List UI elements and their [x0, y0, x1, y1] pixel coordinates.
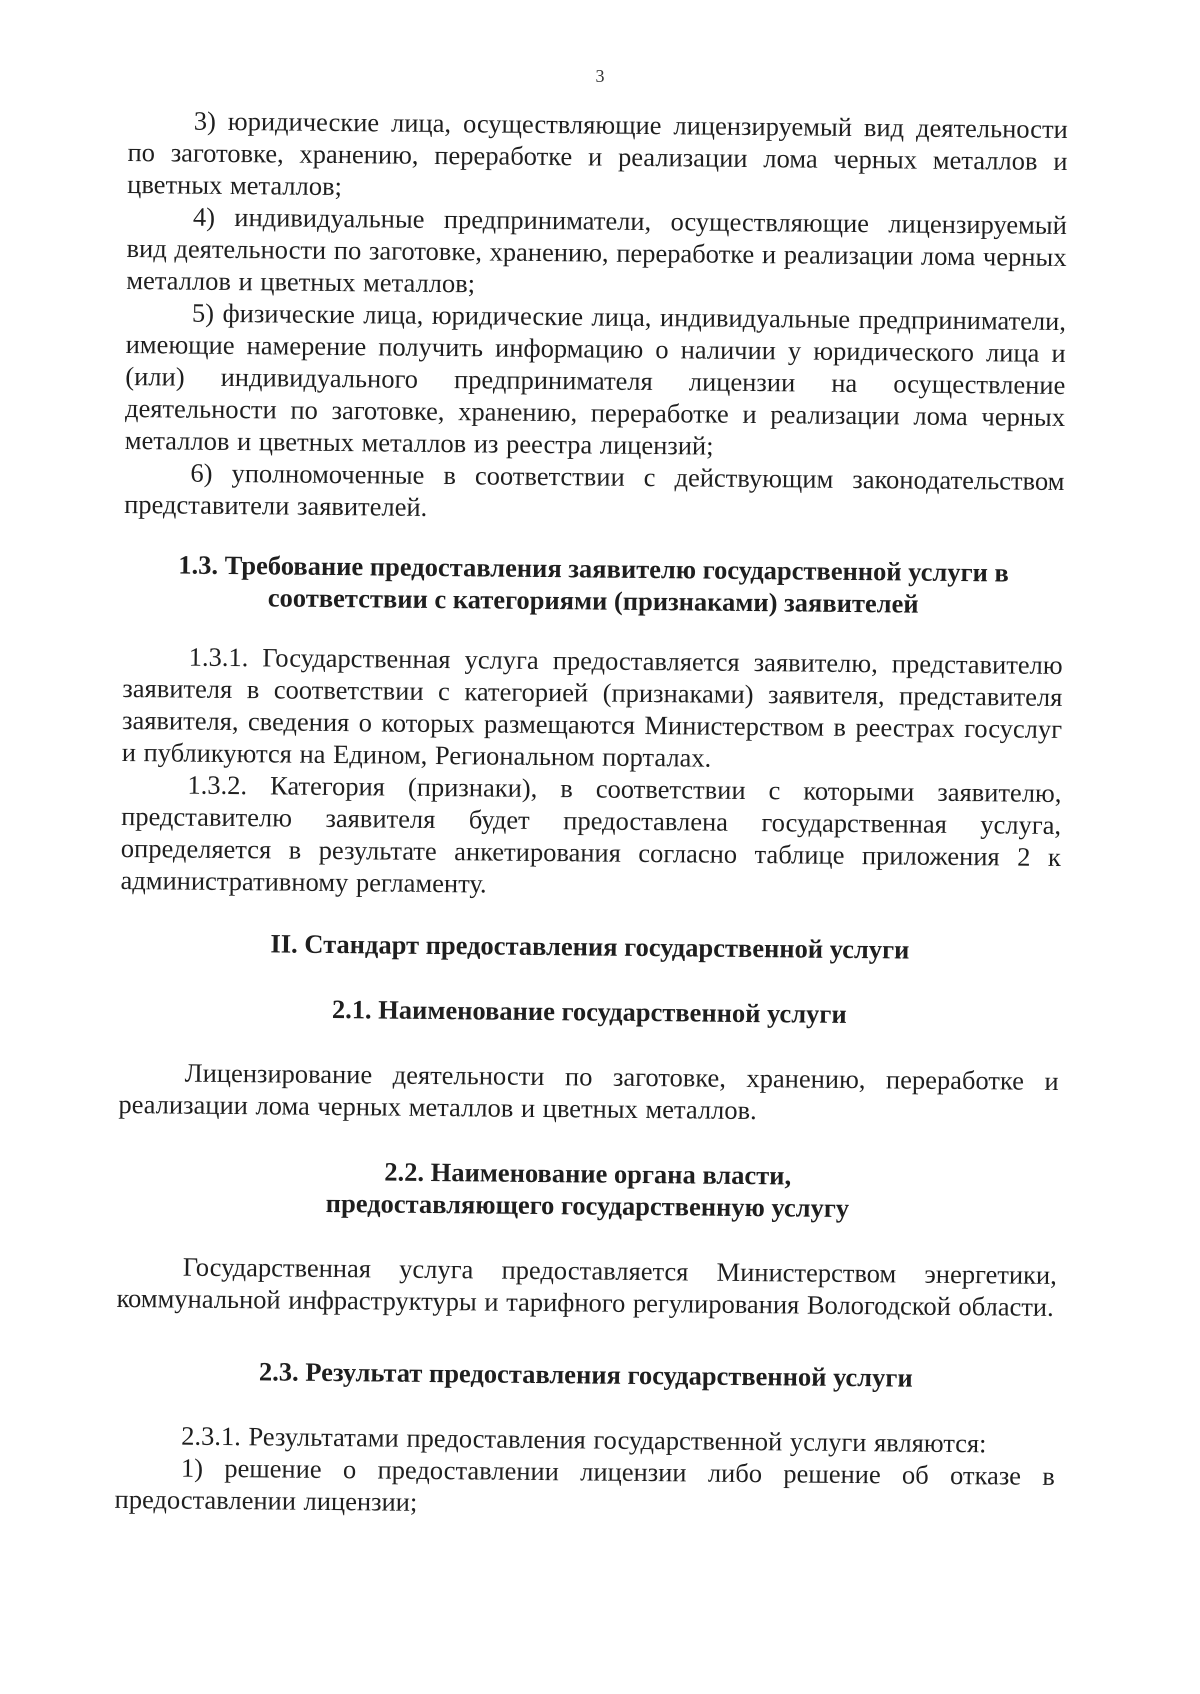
heading-line: соответствии с категориями (признаками) заявителей [267, 582, 919, 619]
page-number: 3 [595, 66, 605, 86]
document-body [114, 104, 1068, 1524]
section-heading-2-1: 2.1. Наименование государственной услуги [331, 993, 847, 1029]
section-heading-2-2 [117, 1153, 1058, 1226]
paragraph-2-2: Государственная услуга предоставляется Министерством энергетики, коммунальной инфраструктуры и тарифного регулирования Вологодской области. [116, 1251, 1057, 1322]
paragraph-2-3-1: 2.3.1. Результатами предоставления государственной услуги являются: [181, 1420, 987, 1459]
section-heading-2-3: 2.3. Результат предоставления государственной услуги [258, 1356, 913, 1393]
heading-line: предоставляющего государственную услугу [325, 1187, 850, 1223]
paragraph-1-3-2: 1.3.2. Категория (признаки), в соответствии с которыми заявителю, представителю заявителя будет предоставлена государственная услуга, определяется в результате анкетирования согласно таблице приложения 2 к административному регламенту. [120, 769, 1062, 899]
heading-line: 2.2. Наименование органа власти, [384, 1156, 792, 1191]
paragraph-2-1: Лицензирование деятельности по заготовке, хранению, переработке и реализации лома черных металлов и цветных металлов. [118, 1057, 1059, 1126]
paragraph-item-5: 5) физические лица, юридические лица, индивидуальные предприниматели, имеющие намерение получить информацию о наличии у юридического лица и (или) индивидуального предпринимателя лицензии на осуществление деятельности по заготовке, хранению, переработке и реализации лома черных металлов и цветных металлов из реестра лицензий; [124, 297, 1067, 461]
heading-line: 1.3. Требование предоставления заявителю государственной услуги в [178, 549, 1009, 588]
paragraph-item-6: 6) уполномоченные в соответствии с действующим законодательством представители заявителей. [124, 457, 1065, 522]
paragraph-1-3-1: 1.3.1. Государственная услуга предоставляется заявителю, представителю заявителя в соответствии с категорией (признаками) заявителя, представителя заявителя, сведения о которых размещаются Министерством в реестрах госуслуг и публикуются на Едином, Региональном порталах. [121, 641, 1063, 773]
paragraph-item-4: 4) индивидуальные предприниматели, осуществляющие лицензируемый вид деятельности по заготовке, хранению, переработке и реализации лома черных металлов и цветных металлов; [126, 201, 1068, 299]
paragraph-2-3-1-item-1: 1) решение о предоставлении лицензии либо решение об отказе в предоставлении лицензии; [114, 1452, 1056, 1517]
section-heading-ii: II. Стандарт предоставления государственной услуги [270, 928, 910, 965]
section-heading-1-3 [123, 548, 1064, 621]
paragraph-item-3: 3) юридические лица, осуществляющие лицензируемый вид деятельности по заготовке, хранению, переработке и реализации лома черных металлов и цветных металлов; [127, 105, 1068, 202]
